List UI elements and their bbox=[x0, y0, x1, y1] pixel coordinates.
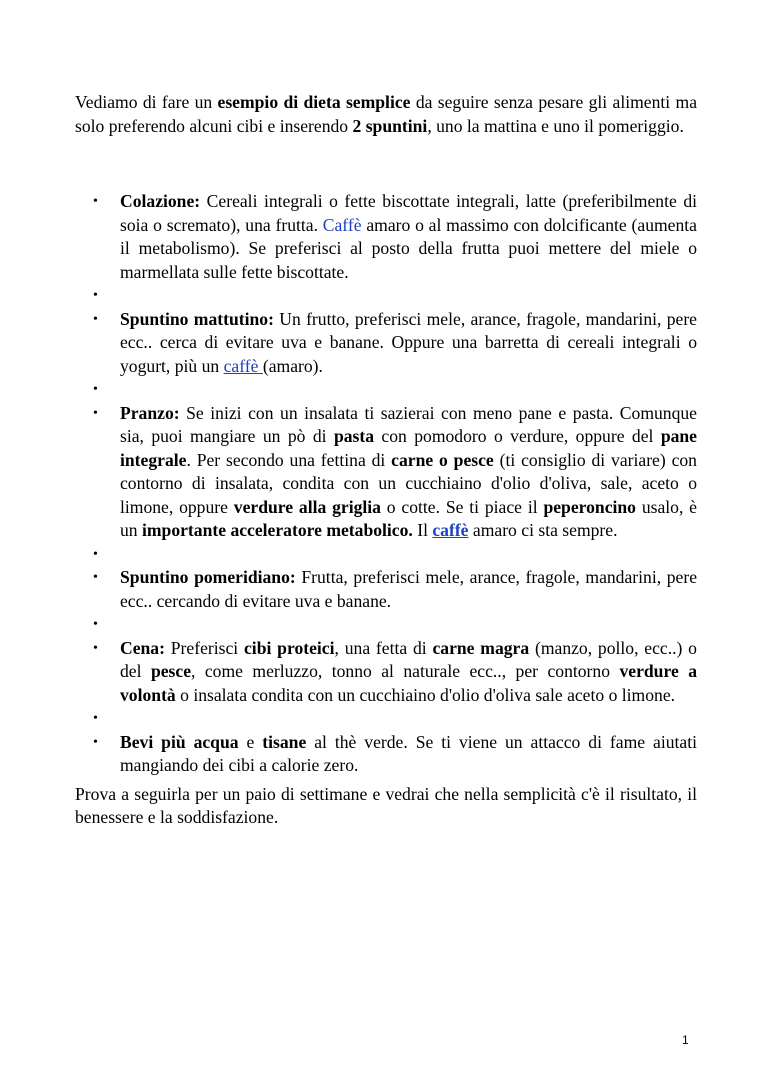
bullet-icon: • bbox=[93, 734, 98, 750]
item-text: con pomodoro o verdure, oppure del bbox=[374, 426, 661, 446]
item-text: Il bbox=[412, 520, 433, 540]
outro-paragraph: Prova a seguirla per un paio di settimane e vedrai che nella semplicità c'è il risultato, il benessere e la soddisfazione. bbox=[75, 783, 697, 827]
item-text: o insalata condita con un cucchiaino d'olio d'oliva sale aceto o limone. bbox=[175, 684, 676, 705]
item-bold: tisane bbox=[262, 731, 307, 752]
intro-text: Vediamo di fare un bbox=[75, 92, 218, 112]
list-item-cena bbox=[93, 637, 697, 708]
item-bold: verdure alla griglia bbox=[233, 496, 381, 517]
item-bold: pesce bbox=[150, 661, 192, 681]
item-bold: importante acceleratore metabolico. bbox=[142, 520, 413, 540]
item-text: usalo, è un bbox=[120, 496, 697, 540]
item-bold: carne o pesce bbox=[391, 449, 494, 470]
item-text: Preferisci bbox=[164, 637, 244, 658]
item-bold: pasta bbox=[333, 426, 375, 446]
bullet-icon: • bbox=[93, 311, 98, 327]
item-label: Cena: bbox=[120, 637, 165, 658]
list-item-spuntino-pomeridiano bbox=[93, 566, 697, 613]
item-text: , una fetta di bbox=[334, 637, 433, 658]
list-item-empty bbox=[93, 378, 697, 402]
bullet-icon: • bbox=[93, 711, 98, 726]
item-text: Un frutto, preferisci mele, arance, fragole, mandarini, pere ecc.. cerca di evitare uva e banane. Oppure una barretta di cereali integrali o yogurt, più un bbox=[120, 308, 697, 376]
item-text: , come merluzzo, tonno al naturale ecc.., per contorno bbox=[191, 661, 620, 681]
page-number: 1 bbox=[682, 1033, 689, 1047]
intro-text: , uno la mattina e uno il pomeriggio. bbox=[427, 115, 684, 136]
item-bold: verdure a volontà bbox=[120, 661, 697, 705]
intro-bold-example: esempio di dieta semplice bbox=[217, 92, 411, 112]
caffe-link[interactable]: Caffè bbox=[322, 214, 362, 235]
bullet-icon: • bbox=[93, 546, 98, 562]
item-text: (manzo, pollo, ecc..) o del bbox=[120, 637, 697, 681]
list-item-empty bbox=[93, 284, 697, 308]
caffe-link[interactable]: caffè bbox=[223, 355, 263, 376]
bullet-icon: • bbox=[93, 405, 98, 421]
intro-text: da seguire senza pesare gli alimenti ma solo preferendo alcuni cibi e inserendo bbox=[75, 92, 698, 136]
item-label: Pranzo: bbox=[120, 402, 180, 423]
item-label: Colazione: bbox=[120, 191, 201, 211]
list-item-empty bbox=[93, 613, 697, 637]
item-text: Cereali integrali o fette biscottate integrali, latte (preferibilmente di soia o scremato), una frutta. bbox=[120, 191, 697, 235]
item-text: (amaro). bbox=[262, 355, 323, 376]
bullet-icon: • bbox=[93, 617, 98, 632]
bullet-icon: • bbox=[93, 288, 98, 303]
item-label: Bevi più acqua bbox=[120, 731, 239, 752]
list-item-empty bbox=[93, 543, 697, 567]
item-text: o cotte. Se ti piace il bbox=[380, 496, 544, 517]
list-item-bevi bbox=[93, 731, 697, 778]
diet-list bbox=[75, 190, 697, 778]
intro-paragraph bbox=[75, 91, 697, 138]
item-text: Frutta, preferisci mele, arance, fragole, mandarini, pere ecc.. cercando di evitare uva e banane. bbox=[120, 567, 697, 611]
item-text: e bbox=[238, 731, 263, 752]
item-text: al thè verde. Se ti viene un attacco di fame aiutati mangiando dei cibi a calorie zero. bbox=[120, 731, 697, 775]
item-label: Spuntino pomeridiano: bbox=[120, 567, 296, 587]
bullet-icon: • bbox=[93, 382, 98, 397]
item-text: . Per secondo una fettina di bbox=[186, 449, 392, 470]
list-item-pranzo bbox=[93, 402, 697, 543]
item-bold: carne magra bbox=[432, 637, 530, 658]
caffe-link[interactable]: caffè bbox=[432, 520, 469, 540]
item-bold: cibi proteici bbox=[244, 637, 335, 658]
item-bold: peperoncino bbox=[543, 496, 636, 517]
bullet-icon: • bbox=[93, 194, 98, 209]
list-item-colazione bbox=[93, 190, 697, 284]
item-text: amaro ci sta sempre. bbox=[468, 520, 618, 540]
item-text: amaro o al massimo con dolcificante (aumenta il metabolismo). Se preferisci al posto della frutta puoi mettere del miele o marmellata sulle fette biscottate. bbox=[120, 214, 697, 282]
bullet-icon: • bbox=[93, 570, 98, 585]
item-text: (ti consiglio di variare) con contorno di insalata, condita con un cucchiaino d'olio d'oliva, sale, aceto o limone, oppure bbox=[120, 449, 697, 517]
bullet-icon: • bbox=[93, 640, 98, 656]
item-label: Spuntino mattutino: bbox=[120, 308, 274, 329]
list-item-spuntino-mattutino bbox=[93, 308, 697, 379]
document-page bbox=[75, 91, 697, 830]
intro-bold-snacks: 2 spuntini bbox=[352, 115, 428, 136]
item-text: Se inizi con un insalata ti sazierai con meno pane e pasta. Comunque sia, puoi mangiare un pò di bbox=[120, 402, 697, 446]
item-bold: pane integrale bbox=[120, 426, 697, 470]
list-item-empty bbox=[93, 707, 697, 731]
